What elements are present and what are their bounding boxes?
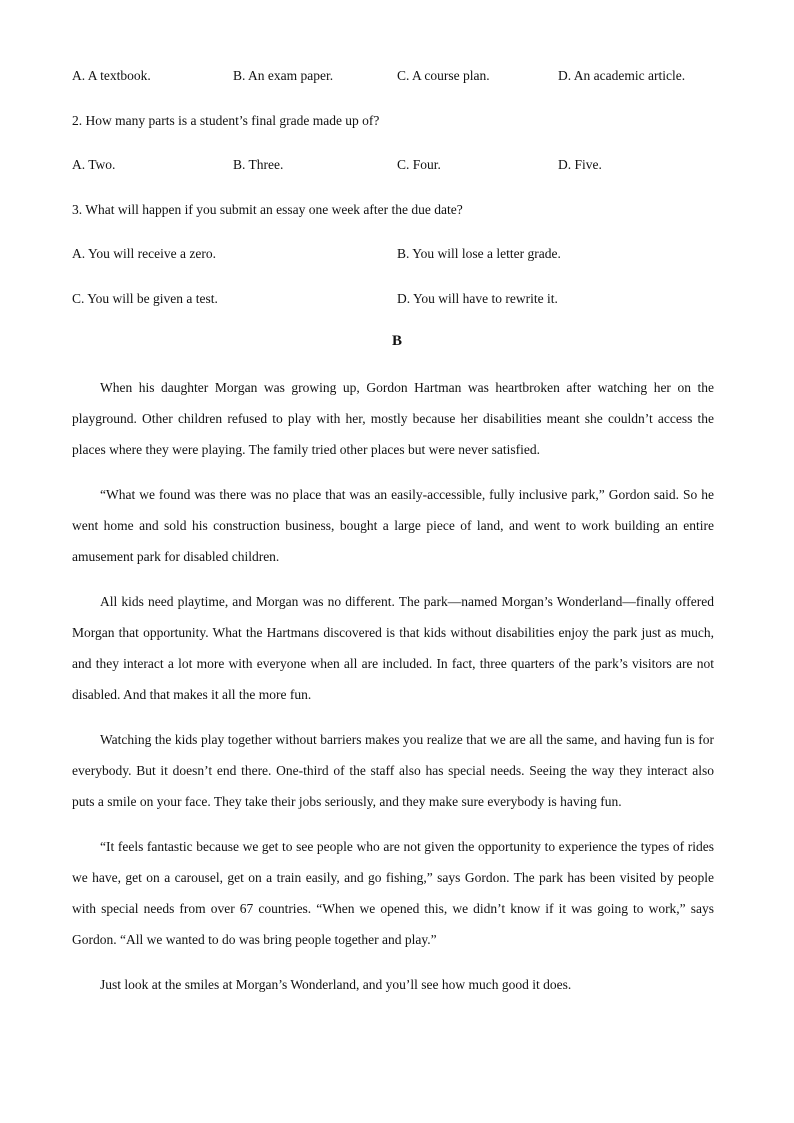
q3-option-b: B. You will lose a letter grade. xyxy=(397,246,561,261)
q3-options-row2 xyxy=(72,289,722,309)
paragraph-1: When his daughter Morgan was growing up, Gordon Hartman was heartbroken after watching her on the playground. Other children refused to play with her, mostly because her disabilities meant she couldn’t access the places where they were playing. The family tried other places but were never satisfied. xyxy=(72,380,714,457)
paragraph-6: Just look at the smiles at Morgan’s Wonderland, and you’ll see how much good it does. xyxy=(100,977,572,992)
q3-option-a: A. You will receive a zero. xyxy=(72,246,216,261)
q2-option-c: C. Four. xyxy=(397,157,441,172)
paragraph-3: All kids need playtime, and Morgan was no different. The park—named Morgan’s Wonderland—finally offered Morgan that opportunity. What the Hartmans discovered is that kids without disabilities enjoy the park just as much, and they interact a lot more with everyone when all are included. In fact, three quarters of the park’s visitors are not disabled. And that makes it all the more fun. xyxy=(72,594,714,702)
q2-options xyxy=(72,155,722,175)
q2-option-d: D. Five. xyxy=(558,157,602,172)
q2-question: 2. How many parts is a student’s final grade made up of? xyxy=(72,113,380,128)
q1-options xyxy=(72,66,722,86)
q2-option-a: A. Two. xyxy=(72,157,116,172)
paragraph-5: “It feels fantastic because we get to see people who are not given the opportunity to experience the types of rides we have, get on a carousel, get on a train easily, and go fishing,” says Gordon. The park has been visited by people with special needs from over 67 countries. “When we opened this, we didn’t know if it was going to work,” says Gordon. “All we wanted to do was bring people together and play.” xyxy=(72,839,714,947)
q1-option-a: A. A textbook. xyxy=(72,68,151,83)
q3-options-row1 xyxy=(72,244,722,264)
q1-option-c: C. A course plan. xyxy=(397,68,490,83)
section-title: B xyxy=(391,333,402,349)
q3-option-c: C. You will be given a test. xyxy=(72,291,218,306)
q1-option-d: D. An academic article. xyxy=(558,68,686,83)
q1-option-b: B. An exam paper. xyxy=(233,68,334,83)
q3-option-d: D. You will have to rewrite it. xyxy=(397,291,558,306)
paragraph-2: “What we found was there was no place that was an easily-accessible, fully inclusive park,” Gordon said. So he went home and sold his construction business, bought a large piece of land, and went to work building an entire amusement park for disabled children. xyxy=(72,487,714,564)
q3-question: 3. What will happen if you submit an essay one week after the due date? xyxy=(72,202,463,217)
paragraph-4: Watching the kids play together without barriers makes you realize that we are all the same, and having fun is for everybody. But it doesn’t end there. One-third of the staff also has special needs. Seeing the way they interact also puts a smile on your face. They take their jobs seriously, and they make sure everybody is having fun. xyxy=(72,732,714,809)
q2-option-b: B. Three. xyxy=(233,157,284,172)
